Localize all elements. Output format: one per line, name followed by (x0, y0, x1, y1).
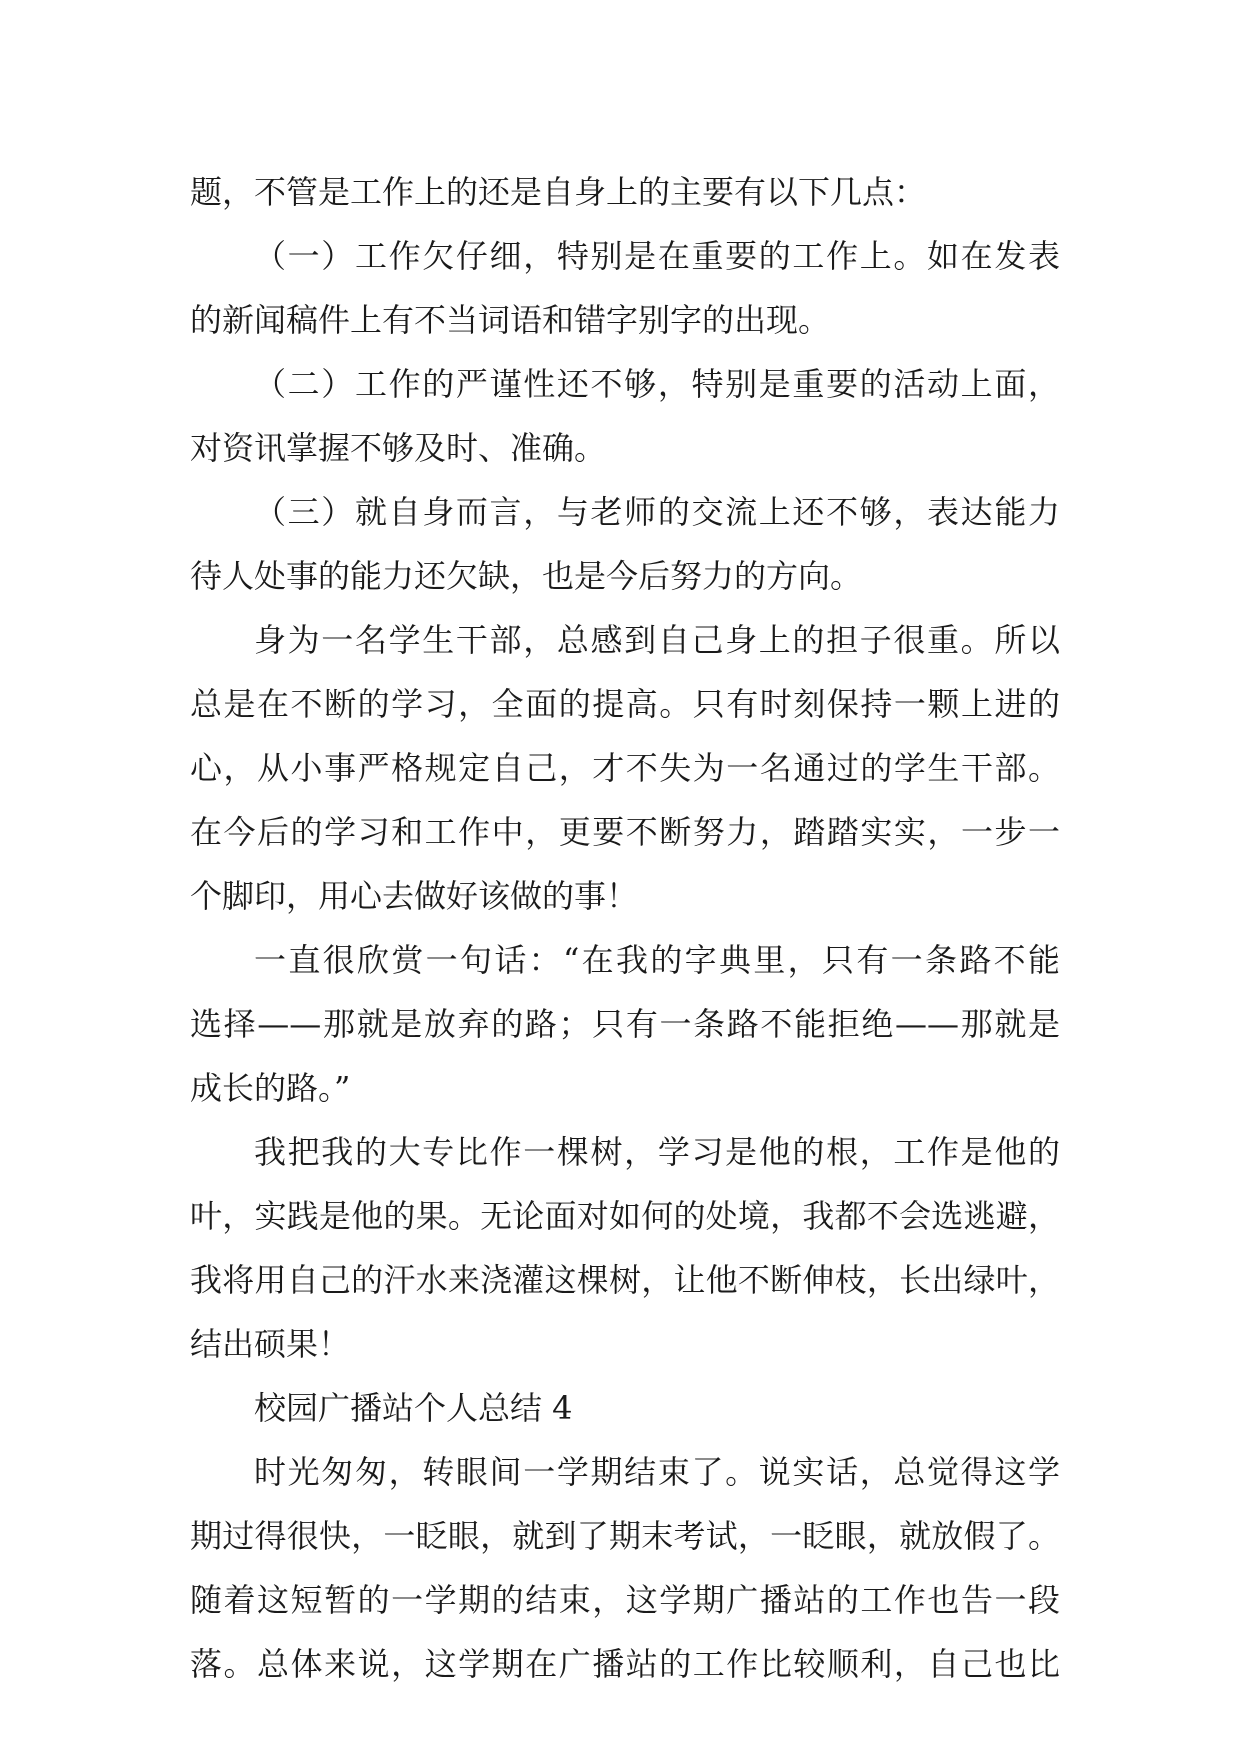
text-line: 题，不管是工作上的还是自身上的主要有以下几点： (190, 173, 927, 211)
text-line: 结出硕果！ (190, 1325, 351, 1363)
text-line: 成长的路。” (190, 1069, 351, 1107)
text-line: 落。总体来说，这学期在广播站的工作比较顺利，自己也比 (190, 1645, 1060, 1683)
text-line: 身为一名学生干部，总感到自己身上的担子很重。所以 (254, 621, 1060, 659)
text-line: 的新闻稿件上有不当词语和错字别字的出现。 (190, 301, 831, 339)
text-line: 心，从小事严格规定自己，才不失为一名通过的学生干部。 (190, 749, 1060, 787)
text-line: 随着这短暂的一学期的结束，这学期广播站的工作也告一段 (190, 1581, 1060, 1619)
text-line: 我将用自己的汗水来浇灌这棵树，让他不断伸枝，长出绿叶， (190, 1261, 1060, 1299)
document-body (190, 160, 1060, 1696)
text-line: 总是在不断的学习，全面的提高。只有时刻保持一颗上进的 (190, 685, 1060, 723)
section-heading: 校园广播站个人总结 4 (254, 1389, 573, 1427)
text-line: （二）工作的严谨性还不够，特别是重要的活动上面， (254, 365, 1060, 403)
text-line: （一）工作欠仔细，特别是在重要的工作上。如在发表 (254, 237, 1060, 275)
text-line: 一直很欣赏一句话：“在我的字典里，只有一条路不能 (254, 941, 1060, 979)
text-line: 期过得很快，一眨眼，就到了期末考试，一眨眼，就放假了。 (190, 1517, 1060, 1555)
text-line: 个脚印，用心去做好该做的事！ (190, 877, 639, 915)
text-line: 叶，实践是他的果。无论面对如何的处境，我都不会选逃避， (190, 1197, 1060, 1235)
text-line: 在今后的学习和工作中，更要不断努力，踏踏实实，一步一 (190, 813, 1060, 851)
text-line: 时光匆匆，转眼间一学期结束了。说实话，总觉得这学 (254, 1453, 1060, 1491)
text-line: 待人处事的能力还欠缺，也是今后努力的方向。 (190, 557, 863, 595)
text-line: （三）就自身而言，与老师的交流上还不够，表达能力 (254, 493, 1060, 531)
text-line: 选择——那就是放弃的路；只有一条路不能拒绝——那就是 (190, 1005, 1060, 1043)
text-line: 我把我的大专比作一棵树，学习是他的根，工作是他的 (254, 1133, 1060, 1171)
text-line: 对资讯掌握不够及时、准确。 (190, 429, 607, 467)
